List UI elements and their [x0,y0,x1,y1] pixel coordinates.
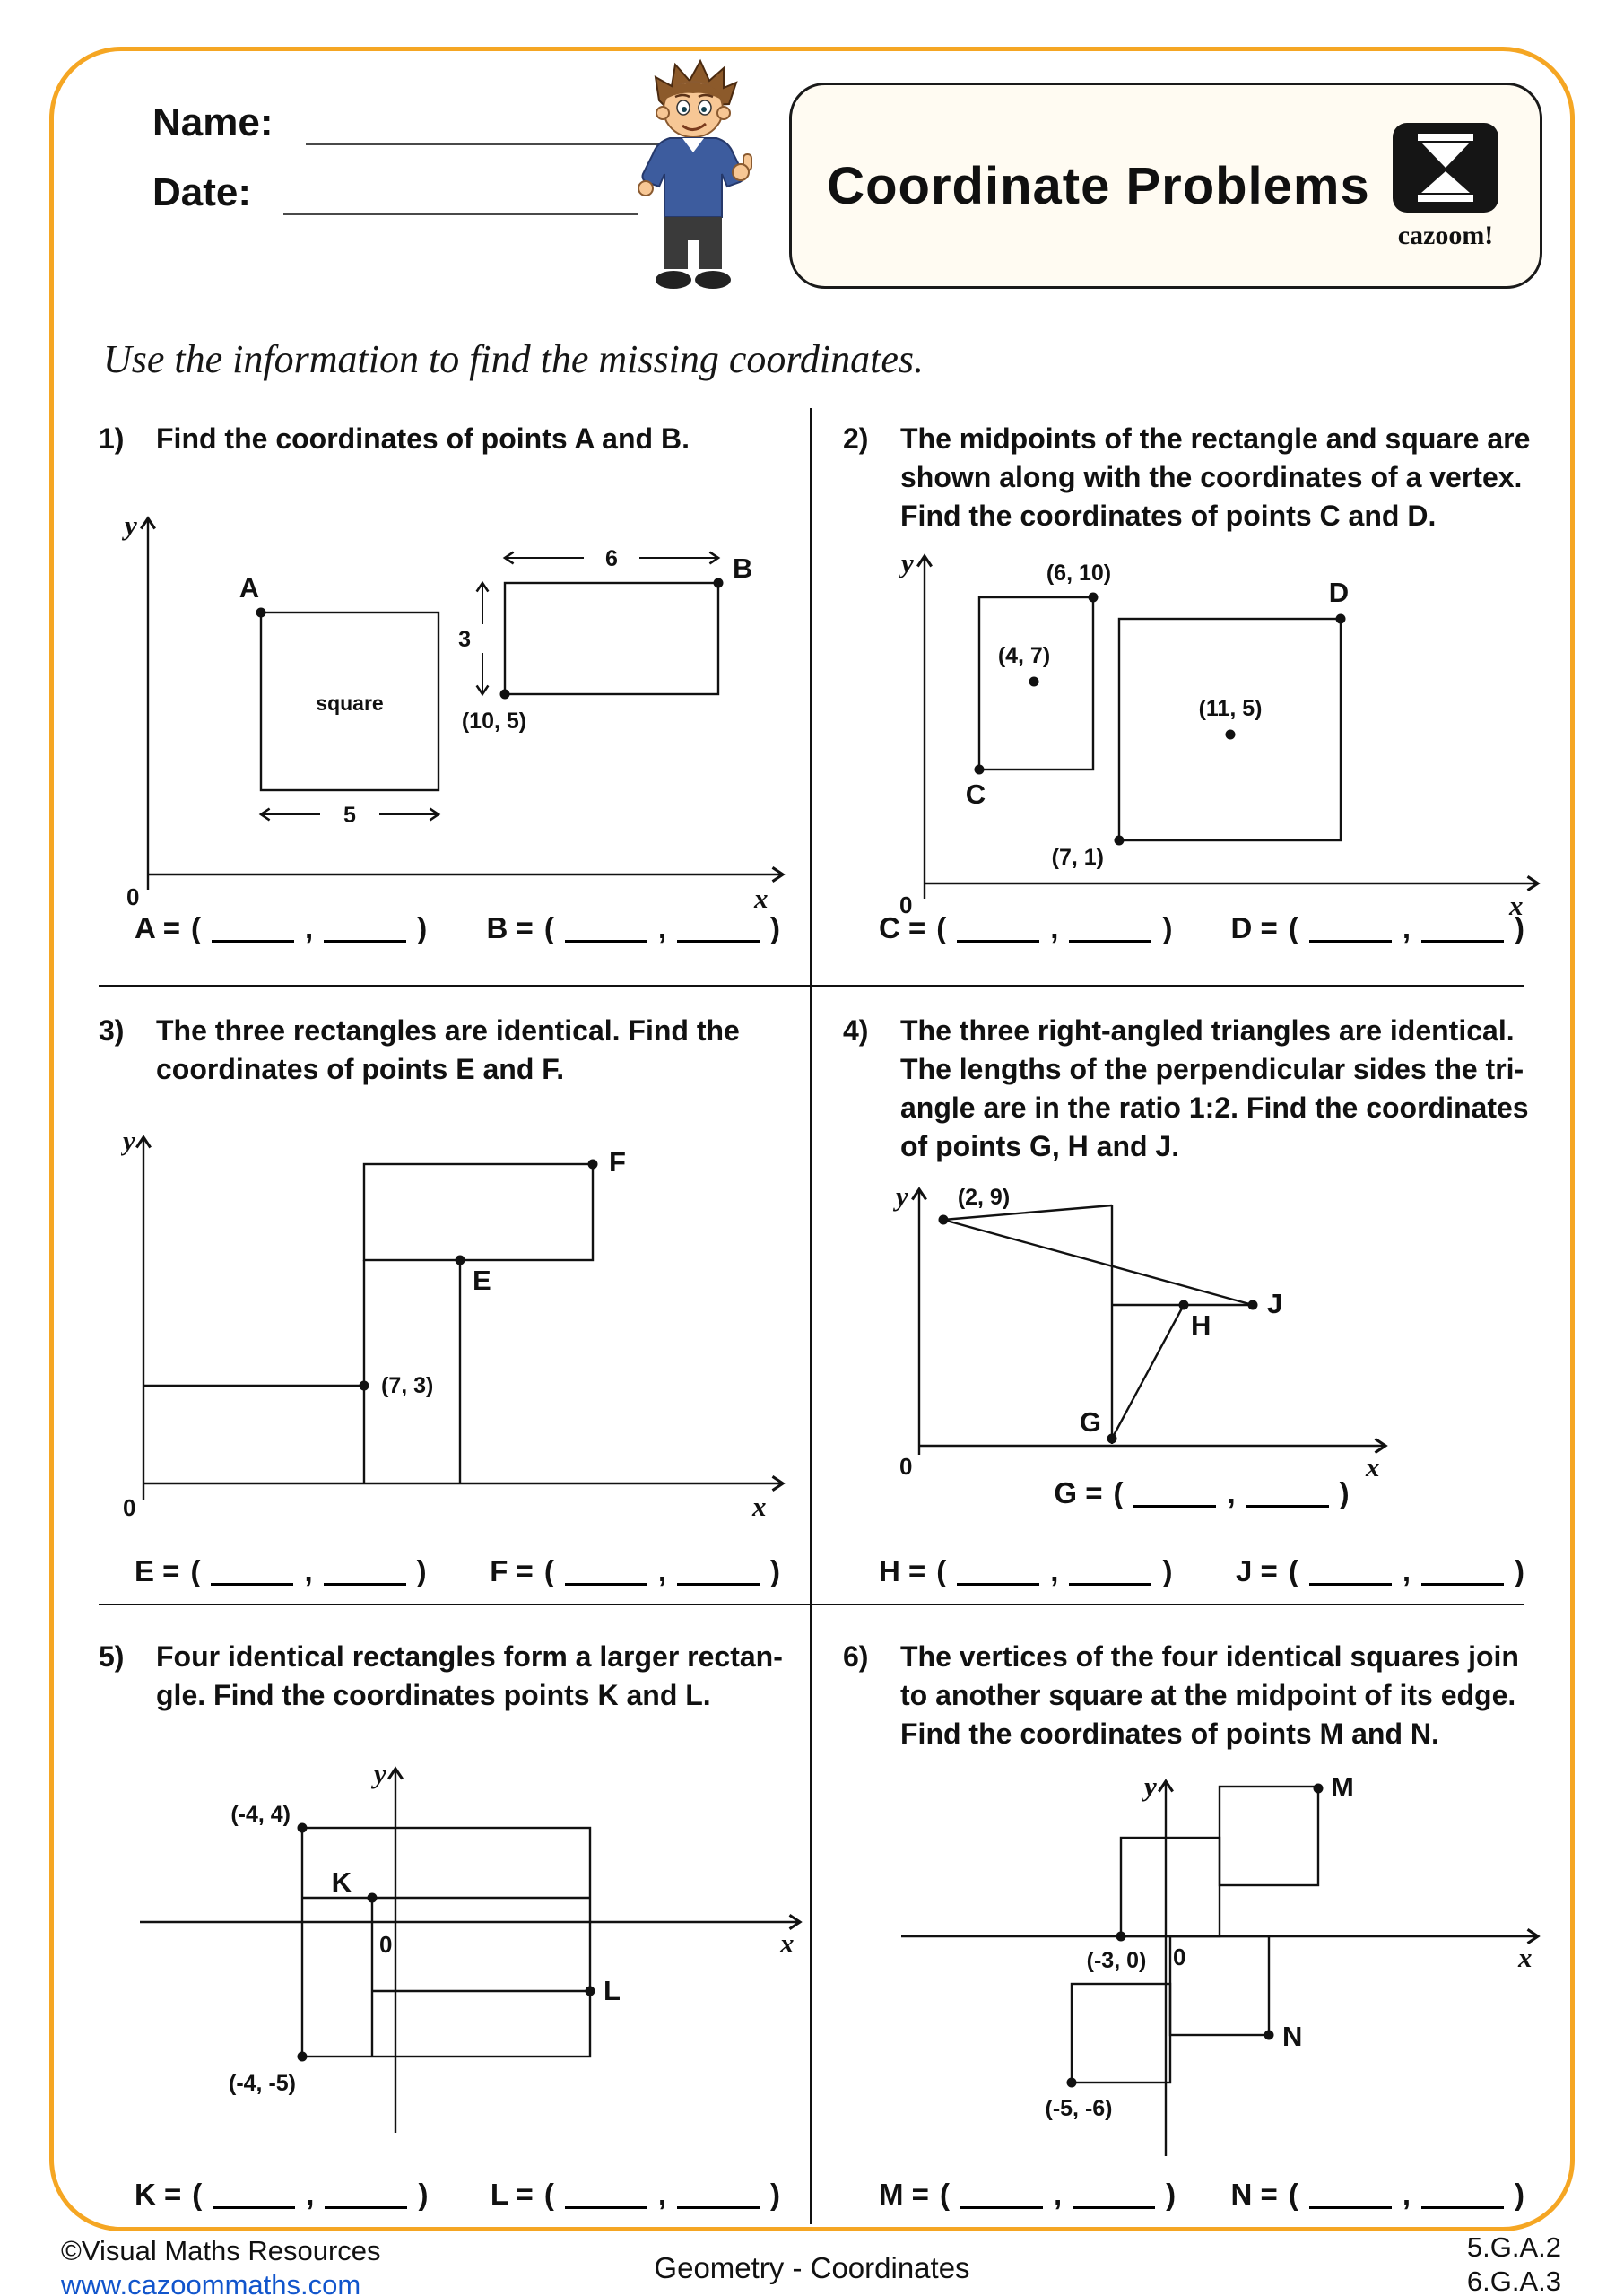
rectangle-shape [364,1164,593,1260]
square-caption: square [316,691,384,715]
answer-j [1236,1556,1524,1586]
point-a-dot [256,608,266,618]
answer-h [879,1556,1172,1586]
answer-label: N = [1230,2178,1278,2211]
point-m-label: M [1331,1771,1354,1803]
point-n-dot [1264,2031,1274,2040]
paren-close: ) [770,2178,780,2211]
comma: , [1227,1476,1236,1509]
point-n-label: N [1282,2021,1303,2052]
point-c-label: C [965,778,986,810]
comma: , [1402,911,1411,944]
answer-n [1231,2179,1524,2209]
answer-blank[interactable] [1133,1478,1216,1508]
answer-g [1054,1478,1349,1508]
origin-label: 0 [126,883,140,910]
answer-label: M = [879,2178,929,2211]
problem-number: 6) [843,1640,869,1673]
answer-c [879,913,1172,943]
segment [1112,1305,1184,1439]
origin-label: 0 [899,891,913,918]
answer-l [491,2179,780,2209]
vertex-label: (2, 9) [957,1185,1011,1210]
paren-open: ( [543,2178,554,2211]
vertex-dot [1067,2078,1077,2088]
mascot-pants [664,217,722,269]
point-f-label: F [609,1146,626,1178]
answer-label: K = [135,2178,182,2211]
paren-close: ) [416,1554,427,1587]
point-b-dot [714,578,724,588]
answer-blank[interactable] [1069,1556,1151,1586]
mascot-ear [656,107,669,119]
problem-text-line: Find the coordinates of points C and D. [900,499,1437,532]
mascot-hand [733,164,749,180]
answer-blank[interactable] [957,1556,1039,1586]
paren-close: ) [1515,1554,1524,1587]
vertex-dot [298,1823,308,1833]
answer-label: A = [135,911,181,944]
axis-y-label: y [374,1758,386,1789]
paren-open: ( [939,2178,950,2211]
paren-close: ) [1162,911,1173,944]
cazoom-logo-icon [1391,121,1500,214]
mascot-shoe [656,271,691,289]
axis-x-label: x [754,883,769,914]
point-k-label: K [331,1866,352,1898]
axis-x-label: x [1518,1942,1533,1973]
point-h-dot [1179,1300,1189,1310]
answer-label: L = [490,2178,534,2211]
problem-text-line: The three rectangles are identical. Find the [156,1014,740,1047]
answer-blank[interactable] [957,913,1039,943]
answer-f [490,1556,780,1586]
problem-2-diagram [883,538,1551,937]
paren-close: ) [418,2178,429,2211]
paren-close: ) [1515,2178,1524,2211]
problem-3-diagram [121,1123,803,1535]
vertex-label: (7, 1) [1051,845,1104,870]
paren-open: ( [1288,911,1298,944]
problem-number: 2) [843,422,869,455]
square-shape [1121,1838,1220,1936]
answer-blank[interactable] [677,913,760,943]
comma: , [304,1554,313,1587]
answer-blank[interactable] [1421,2179,1504,2209]
problem-1 [99,420,798,458]
point-d-dot [1336,614,1346,624]
mascot-hand [638,181,653,196]
answer-m [879,2179,1176,2209]
problem-6-diagram [883,1769,1551,2170]
vertex-dot [500,690,510,700]
footer-center-title: Geometry - Coordinates [654,2251,970,2284]
dimension-label: 6 [605,546,618,571]
dimension-label: 5 [343,803,356,828]
point-j-label: J [1267,1288,1283,1319]
problem-text-line: The lengths of the perpendicular sides the tri- [900,1052,1524,1085]
answer-blank[interactable] [1246,1478,1329,1508]
comma: , [657,1554,666,1587]
axis-y-label: y [896,1180,908,1212]
name-label: Name: [152,100,274,144]
vertex-dot [1116,1932,1126,1942]
answers-problem-1 [112,913,803,943]
axis-y-label: y [901,547,914,578]
problem-number: 5) [99,1640,125,1673]
page-title: Coordinate Problems [827,156,1370,215]
point-g-dot [1107,1434,1117,1444]
point-c-dot [975,765,985,775]
axis-x-label: x [1509,890,1524,921]
answers-problem-6 [856,2179,1547,2209]
origin-label: 0 [899,1453,913,1480]
problem-number: 1) [99,422,125,455]
comma: , [1050,911,1059,944]
square-shape [1220,1787,1318,1885]
point-e-dot [456,1256,465,1265]
problem-number: 3) [99,1014,125,1047]
axis-y-label: y [125,509,137,541]
vertex-label: (6, 10) [1046,561,1112,586]
answer-label: C = [879,911,926,944]
date-row [152,170,638,215]
problem-5 [99,1638,798,1715]
date-input-line[interactable] [283,173,638,215]
paren-close: ) [417,911,428,944]
vertex-label: (-4, -5) [229,2071,296,2096]
name-input-line[interactable] [306,103,660,145]
point-l-dot [586,1987,595,1996]
comma: , [1053,2178,1063,2211]
problem-text-line: Four identical rectangles form a larger rectan- [156,1640,783,1673]
problem-text-line: coordinates of points E and F. [156,1052,565,1085]
instruction-text: Use the information to find the missing coordinates. [103,337,924,381]
footer-standard-2: 6.G.A.3 [1466,2266,1561,2296]
problem-text-line: The vertices of the four identical squares join [900,1640,1519,1673]
brand-logo [1378,121,1513,251]
problem-text-line: angle are in the ratio 1:2. Find the coordinates [900,1091,1529,1124]
answer-blank[interactable] [960,2179,1043,2209]
problem-3 [99,1012,798,1089]
answer-e [135,1556,427,1586]
point-a-label: A [239,572,260,604]
answer-blank[interactable] [677,2179,760,2209]
vertex-dot [1089,593,1099,603]
paren-close: ) [1515,911,1524,944]
vertex-label: (-5, -6) [1045,2096,1113,2121]
point-e-label: E [473,1265,491,1296]
vertex-label: (-4, 4) [230,1802,291,1827]
point-f-dot [588,1160,598,1170]
answer-b [487,913,780,943]
square-shape [1119,619,1341,840]
paren-close: ) [1339,1476,1350,1509]
answer-blank[interactable] [1421,1556,1504,1586]
answer-blank[interactable] [211,1556,293,1586]
problem-number: 4) [843,1014,869,1047]
paren-close: ) [1166,2178,1177,2211]
problem-text-line: gle. Find the coordinates points K and L. [156,1678,711,1711]
answers-problem-2 [856,913,1547,943]
problem-2 [843,420,1542,535]
paren-close: ) [770,1554,780,1587]
paren-open: ( [190,1554,201,1587]
answer-label: G = [1054,1476,1103,1509]
paren-open: ( [1288,2178,1298,2211]
mascot-ear [717,107,730,119]
problem-6 [843,1638,1542,1753]
paren-open: ( [543,911,554,944]
paren-open: ( [936,911,947,944]
point-d-label: D [1328,577,1350,608]
answers-problem-4-hj [856,1556,1547,1586]
axis-y-label: y [1144,1770,1157,1802]
answer-blank[interactable] [1421,913,1504,943]
paren-close: ) [770,911,780,944]
answer-blank[interactable] [1309,913,1392,943]
date-label: Date: [152,170,252,214]
answer-label: J = [1236,1554,1278,1587]
brand-name: cazoom! [1397,220,1494,250]
vertex-dot [298,2052,308,2062]
answer-blank[interactable] [565,2179,647,2209]
answer-d [1231,913,1524,943]
vertex-label: (10, 5) [461,709,527,734]
problem-text-line: Find the coordinates of points M and N. [900,1717,1439,1750]
answer-blank[interactable] [324,1556,406,1586]
segment [943,1220,1253,1305]
midpoint-label: (11, 5) [1198,696,1263,721]
comma: , [1402,1554,1411,1587]
answer-a [135,913,427,943]
midpoint-label: (4, 7) [997,643,1051,668]
problem-text-line: of points G, H and J. [900,1129,1180,1162]
answer-blank[interactable] [325,2179,407,2209]
row-divider-1 [99,985,1524,987]
paren-open: ( [1288,1554,1298,1587]
answer-blank[interactable] [212,913,294,943]
problem-4 [843,1012,1542,1166]
origin-label: 0 [123,1494,136,1521]
row-divider-2 [99,1604,1524,1605]
mascot-pupil [682,107,687,112]
axis-x-label: x [752,1491,767,1522]
problem-text-line: The midpoints of the rectangle and square are [900,422,1531,455]
comma: , [657,2178,666,2211]
rectangle-shape [302,1828,590,2057]
answer-blank[interactable] [565,1556,647,1586]
midpoint-dot [1029,677,1039,687]
paren-close: ) [1162,1554,1173,1587]
axis-x-label: x [1366,1451,1380,1482]
answer-blank[interactable] [1309,2179,1392,2209]
problem-1-diagram [121,502,803,951]
answer-label: B = [486,911,534,944]
answer-blank[interactable] [1073,2179,1155,2209]
point-m-dot [1314,1784,1324,1794]
point-b-label: B [733,552,753,584]
answer-k [135,2179,428,2209]
midpoint-dot [1226,730,1236,740]
problem-text-line: Find the coordinates of points A and B. [156,422,690,455]
answer-blank[interactable] [213,2179,295,2209]
point-h-label: H [1191,1309,1211,1341]
answer-blank[interactable] [677,1556,760,1586]
axis-y-label: y [123,1125,135,1156]
answer-blank[interactable] [565,913,647,943]
problem-text-line: shown along with the coordinates of a vertex. [900,460,1523,493]
comma: , [1050,1554,1059,1587]
point-g-label: G [1079,1406,1101,1438]
answers-problem-5 [112,2179,803,2209]
origin-label: 0 [379,1931,393,1958]
paren-open: ( [191,911,202,944]
mascot-pupil [701,107,707,112]
problem-4-diagram [883,1177,1403,1482]
vertex-dot [360,1381,369,1391]
answer-label: F = [490,1554,534,1587]
vertex-label: (7, 3) [381,1373,434,1398]
title-box [789,83,1542,289]
square-shape [1072,1984,1170,2083]
answer-label: H = [879,1554,926,1587]
footer-url-link[interactable]: www.cazoommaths.com [61,2269,361,2296]
answer-blank[interactable] [1069,913,1151,943]
answer-label: D = [1230,911,1278,944]
paren-open: ( [192,2178,203,2211]
point-l-label: L [604,1975,621,2006]
paren-open: ( [1113,1476,1124,1509]
footer-standard-1: 5.G.A.2 [1466,2231,1561,2263]
name-row [152,100,660,145]
answer-label: E = [135,1554,180,1587]
rectangle-shape [505,583,718,694]
paren-open: ( [936,1554,947,1587]
vertex-dot [1115,836,1125,846]
axis-x-label: x [780,1927,795,1959]
point-j-dot [1248,1300,1258,1310]
problem-text-line: to another square at the midpoint of its edge. [900,1678,1516,1711]
mascot-illustration [612,54,769,323]
problem-5-diagram [126,1756,816,2151]
comma: , [306,2178,315,2211]
answers-problem-3 [112,1556,803,1586]
dimension-label: 3 [458,627,471,652]
footer-copyright: ©Visual Maths Resources [61,2235,381,2266]
paren-open: ( [543,1554,554,1587]
mascot-shoe [695,271,731,289]
comma: , [657,911,666,944]
answers-problem-4-g [856,1478,1547,1508]
answer-blank[interactable] [324,913,406,943]
vertex-label: (-3, 0) [1086,1948,1147,1973]
comma: , [305,911,314,944]
problem-text-line: The three right-angled triangles are identical. [900,1014,1515,1047]
comma: , [1402,2178,1411,2211]
origin-label: 0 [1173,1944,1186,1970]
answer-blank[interactable] [1309,1556,1392,1586]
